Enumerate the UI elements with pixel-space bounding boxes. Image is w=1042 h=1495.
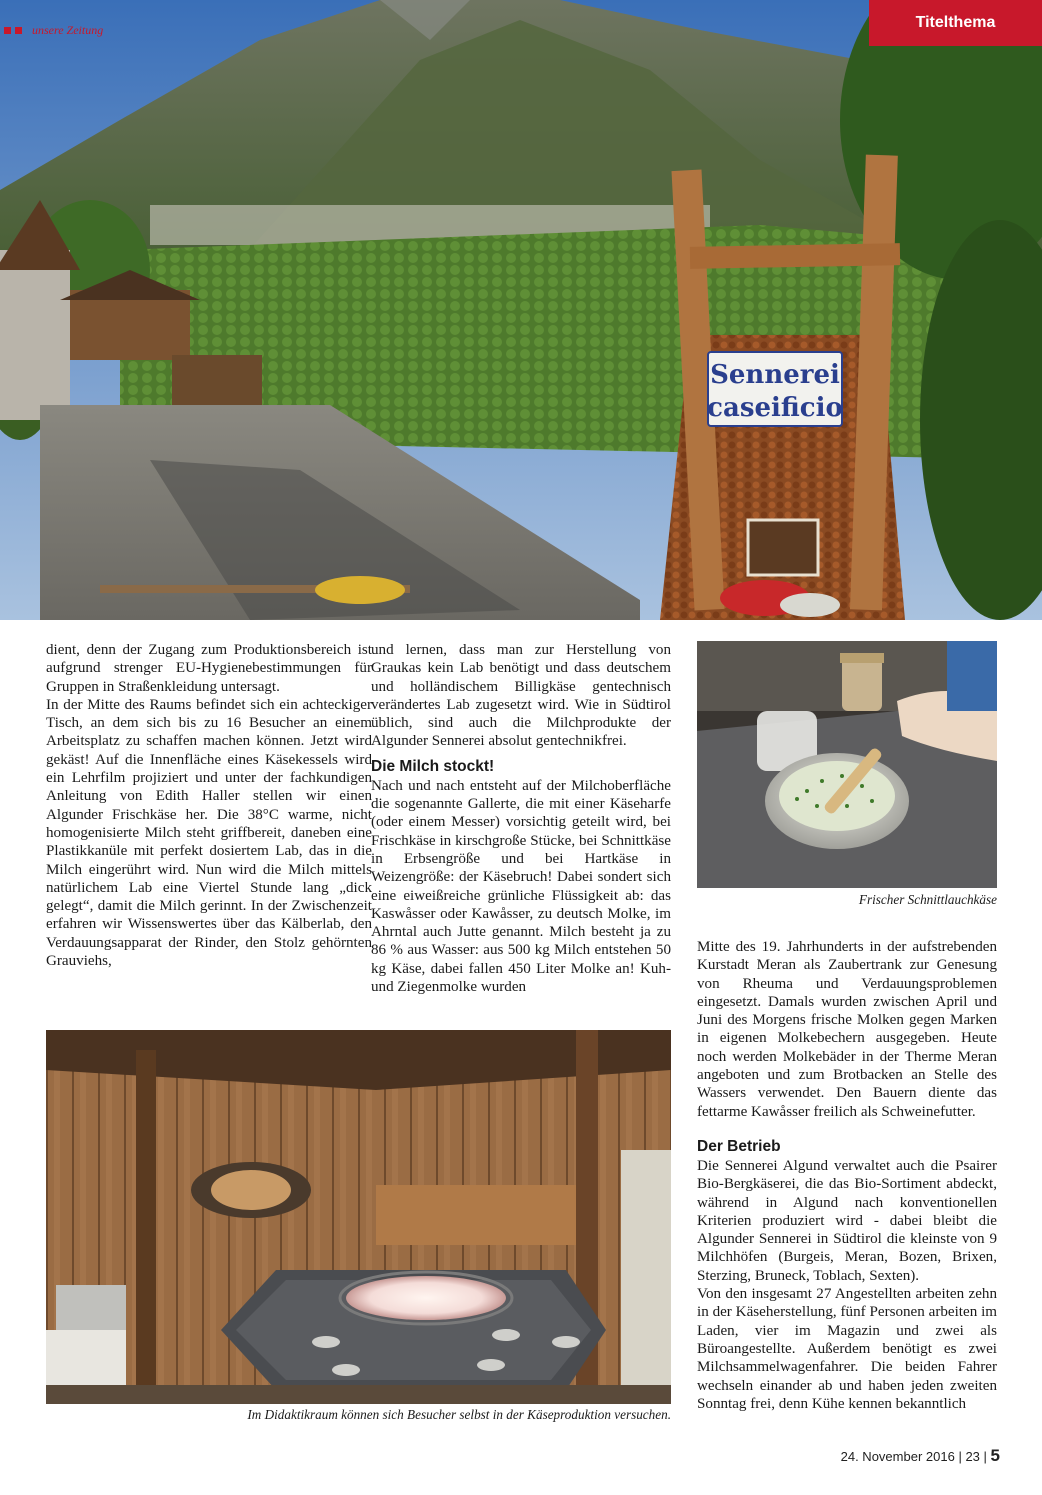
caption-cheese: Frischer Schnittlauchkäse	[858, 892, 997, 907]
cheese-illustration	[697, 641, 997, 888]
paragraph: und lernen, dass man zur Herstellung von Graukas kein Lab benötigt und dass deutschem und holländischem Billigkäse gentechnisch verändertes Lab zugesetzt wird. Wie in Südtirol üblich, sind auch die Milchprodukte der Algunder Sennerei absolut gentechnikfrei.	[371, 642, 671, 750]
hero-illustration	[0, 0, 1042, 620]
hero-photo	[0, 0, 1042, 620]
sign-line2: caseificio	[707, 393, 843, 423]
footer-separator: |	[958, 1449, 966, 1464]
page-number: 5	[990, 1446, 1000, 1465]
footer-date: 24. November 2016	[840, 1449, 955, 1464]
paragraph: dient, denn der Zugang zum Produktionsbereich ist aufgrund strenger EU-Hygienebestimmungen für Gruppen in Straßenkleidung untersagt.	[46, 642, 372, 695]
article-column-1	[46, 641, 372, 970]
subheading-milch-stockt: Die Milch stockt!	[371, 757, 495, 775]
section-tag: Titelthema	[869, 0, 1042, 46]
brand-name: unsere Zeitung	[32, 22, 104, 37]
paragraph: In der Mitte des Raums befindet sich ein achteckiger Tisch, an dem sich bis zu 16 Besucher an einem Arbeitsplatz zu schaffen machen können. Jetzt wird gekäst! Auf die Innenfläche eines Käsekessels wird ein Lehrfilm projiziert und unter der fachkundigen Anleitung von Edith Haller stellen wir einen Algunder Frischkäse her. Die 38°C warme, nicht homogenisierte Milch steht griffbereit, daneben eine Plastikkanüle mit perfekt dosiertem Lab, das in die Milch eingerührt wird. Nun wird die Milch mittels natürlichem Lab eine Viertel Stunde lang „dick gelegt“, damit die Milch gerinnt. In der Zwischenzeit erfahren wir Wissenswertes über das Kälberlab, den Verdauungsapparat der Rinder, den Stolz gehörnten Grauviehs,	[46, 696, 372, 970]
paragraph: Mitte des 19. Jahrhunderts in der aufstrebenden Kurstadt Meran als Zaubertrank zur Genesung von Rheuma und Verdauungsproblemen eingesetzt. Damals wurden zwischen April und Juni des Morgens frische Molken gegen Marken in eigenen Molkebechern ausgegeben. Heute noch werden Molkebäder in der Therme Meran angeboten und zum Brotbacken an Stelle des Wassers verwendet. Den Bauern diente das fettarme Kawåsser freilich als Schweinefutter.	[697, 939, 997, 1120]
paragraph: Von den insgesamt 27 Angestellten arbeiten zehn in der Käseherstellung, fünf Personen arbeiten im Laden, vier im Magazin und zwei als Büroangestellte. Außerdem benötigt es zwei Milchsammelwagenfahrer. Die beiden Fahrer wechseln einander ab und haben jeden zweiten Sonntag frei, denn Kühe kennen bekanntlich	[697, 1286, 997, 1412]
paragraph: Nach und nach entsteht auf der Milchoberfläche die sogenannte Gallerte, die mit einer Käseharfe (oder einem Messer) vorsichtig geteilt wird, bei Frischkäse in kirschgroße Stücke, bei Schnittkäse in Erbsengröße und bei Hartkäse in Weizengröße: der Käsebruch! Dabei sondert sich eine eiweißreiche grünliche Flüssigkeit ab: das Kaswåsser oder Kawåsser, zu deutsch Molke, im Ahrntal auch Jutte genannt. Milch besteht ja zu 86 % aus Wasser: aus 500 kg Milch entstehen 50 kg Käse, dabei fallen 450 Liter Molke an! Kuh- und Ziegenmolke wurden	[371, 777, 671, 996]
cheese-photo	[697, 641, 997, 888]
page-footer	[800, 1446, 1000, 1466]
sign-line1: Sennerei	[710, 360, 840, 390]
article-column-3	[697, 938, 997, 1413]
footer-issue: 23	[965, 1449, 980, 1464]
paragraph: Die Sennerei Algund verwaltet auch die Psairer Bio-Bergkäserei, die das Bio-Sortiment abdeckt, während in Algund nach konventionellen Kriterien produziert wird - dabei bleibt die Algunder Sennerei in Südtirol die kleinste von 9 Milchhöfen (Burgeis, Meran, Bozen, Brixen, Sterzing, Bruneck, Toblach, Sexten).	[697, 1157, 997, 1284]
subheading-der-betrieb: Der Betrieb	[697, 1137, 781, 1155]
room-illustration	[46, 1030, 671, 1404]
article-column-2	[371, 641, 671, 996]
caption-room: Im Didaktikraum können sich Besucher selbst in der Käseproduktion versuchen.	[247, 1407, 671, 1422]
footer-separator: |	[983, 1449, 991, 1464]
publication-brand	[4, 22, 103, 38]
didactic-room-photo	[46, 1030, 671, 1404]
